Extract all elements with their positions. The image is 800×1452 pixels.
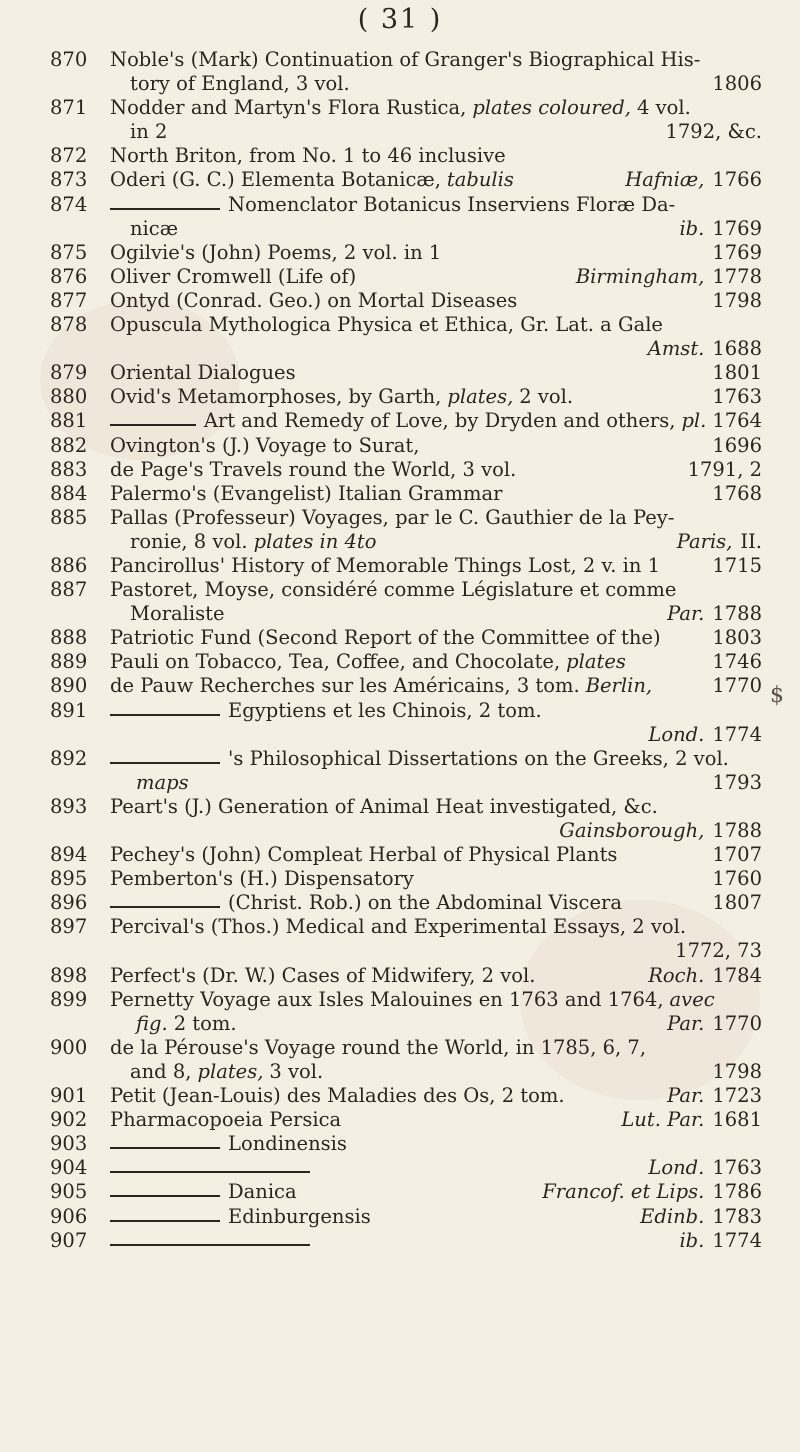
ditto-rule <box>110 1220 220 1222</box>
entry-number: 894 <box>50 843 88 867</box>
italic-text: Berlin, <box>585 674 653 698</box>
entry-line <box>110 1012 762 1036</box>
ditto-rule <box>110 1147 220 1149</box>
entry-line <box>110 891 762 915</box>
italic-text: pl. <box>681 409 707 433</box>
entry-title: in 2 <box>130 120 168 144</box>
entry-line <box>110 795 762 819</box>
entry-line <box>110 482 762 506</box>
entry-line <box>110 1084 762 1108</box>
italic-text: plates, <box>197 1059 264 1083</box>
entry-line <box>110 939 762 963</box>
entry-line <box>110 120 762 144</box>
entry-number: 881 <box>50 409 88 433</box>
imprint-place: Lond. <box>648 1156 705 1180</box>
entry-number: 875 <box>50 240 88 264</box>
imprint-date: 1786 <box>712 1180 762 1204</box>
imprint-date: 1791, 2 <box>687 457 762 481</box>
entry-number: 886 <box>50 553 88 577</box>
entry-title: 's Philosophical Dissertations on the Greeks, 2 vol. <box>228 746 729 770</box>
entry-number: 883 <box>50 457 88 481</box>
entry-title: Ogilvie's (John) Poems, 2 vol. in 1 <box>110 240 442 264</box>
entry-line <box>110 1205 762 1229</box>
entry-line <box>110 723 762 747</box>
catalog-entry <box>50 482 762 506</box>
entry-number: 905 <box>50 1180 88 1204</box>
entry-number: 899 <box>50 987 88 1011</box>
entry-line <box>110 193 762 217</box>
imprint-date: 1746 <box>712 650 762 674</box>
entry-line <box>110 554 762 578</box>
catalog-entry <box>50 1156 762 1180</box>
catalog-entry <box>50 265 762 289</box>
entry-title: Pharmacopoeia Persica <box>110 1108 342 1132</box>
catalog-entry <box>50 409 762 433</box>
italic-text: plates coloured, <box>472 96 631 120</box>
imprint-date: 1793 <box>712 770 762 794</box>
catalog-entry <box>50 193 762 241</box>
imprint-date: 1766 <box>712 168 762 192</box>
imprint-place: Edinb. <box>640 1204 705 1228</box>
imprint-place: Par. <box>667 1084 705 1108</box>
entry-number: 889 <box>50 650 88 674</box>
entry-number: 871 <box>50 96 88 120</box>
entry-number: 898 <box>50 963 88 987</box>
imprint-date: 1784 <box>712 963 762 987</box>
entry-number: 884 <box>50 481 88 505</box>
entry-title: Ontyd (Conrad. Geo.) on Mortal Diseases <box>110 288 518 312</box>
entry-title: Oderi (G. C.) Elementa Botanicæ, <box>110 168 441 192</box>
imprint-place: ib. <box>679 216 705 240</box>
entry-title: Petit (Jean-Louis) des Maladies des Os, 2 tom. <box>110 1084 565 1108</box>
catalog-entry <box>50 96 762 144</box>
entry-line <box>110 650 762 674</box>
entry-title: Noble's (Mark) Continuation of Granger's Biographical His- <box>110 48 701 71</box>
italic-text: tabulis <box>446 168 514 192</box>
catalog-entry <box>50 313 762 361</box>
catalog-entry <box>50 241 762 265</box>
imprint-date: 1788 <box>712 602 762 626</box>
entry-line <box>110 915 762 939</box>
catalog-entry <box>50 506 762 554</box>
entry-line <box>110 843 762 867</box>
ditto-rule <box>110 714 220 716</box>
imprint-date: 1772, 73 <box>675 939 762 963</box>
entry-line <box>110 674 762 698</box>
catalog-list <box>50 48 762 1253</box>
entry-number: 873 <box>50 168 88 192</box>
entry-title: 2 tom. <box>173 1011 237 1035</box>
imprint-date: 1783 <box>712 1204 762 1228</box>
entry-line <box>110 144 762 168</box>
entry-line <box>110 506 762 530</box>
imprint-date: 1807 <box>712 891 762 915</box>
imprint-date: 1788 <box>712 819 762 842</box>
entry-tail: 4 vol. <box>636 96 691 120</box>
entry-title: nicæ <box>130 216 179 240</box>
entry-number: 888 <box>50 626 88 650</box>
catalog-entry <box>50 361 762 385</box>
entry-number: 874 <box>50 192 88 216</box>
catalog-entry <box>50 458 762 482</box>
catalog-entry <box>50 867 762 891</box>
entry-title: Pauli on Tobacco, Tea, Coffee, and Chocolate, <box>110 650 561 674</box>
imprint-date: 1696 <box>712 433 762 457</box>
entry-number: 891 <box>50 698 88 722</box>
entry-line <box>110 747 762 771</box>
entry-line <box>110 1229 762 1253</box>
imprint-date: 1768 <box>712 481 762 505</box>
entry-title: ronie, 8 vol. <box>130 529 248 553</box>
entry-number: 903 <box>50 1132 88 1156</box>
entry-line <box>110 988 762 1012</box>
imprint-date: 1769 <box>712 216 762 240</box>
imprint-date: 1801 <box>712 361 762 385</box>
ditto-rule <box>110 762 220 764</box>
entry-line <box>110 313 762 337</box>
entry-line <box>110 1156 762 1180</box>
entry-line <box>110 867 762 891</box>
entry-line <box>110 602 762 626</box>
entry-line <box>110 361 762 385</box>
imprint-place: ib. <box>679 1228 705 1252</box>
ditto-rule <box>110 1244 310 1246</box>
entry-title: Opuscula Mythologica Physica et Ethica, Gr. Lat. a Gale <box>110 313 663 337</box>
entry-number: 896 <box>50 891 88 915</box>
entry-title: and 8, <box>130 1059 192 1083</box>
entry-line <box>110 265 762 289</box>
entry-number: 897 <box>50 915 88 939</box>
entry-line <box>110 699 762 723</box>
italic-text: plates, <box>447 385 514 409</box>
entry-title: de la Pérouse's Voyage round the World, in 1785, 6, 7, <box>110 1035 647 1059</box>
catalog-entry <box>50 1132 762 1156</box>
ditto-rule <box>110 1171 310 1173</box>
ditto-rule <box>110 1195 220 1197</box>
ditto-rule <box>110 208 220 210</box>
ditto-rule <box>110 424 196 426</box>
entry-title: Ovid's Metamorphoses, by Garth, <box>110 385 442 409</box>
catalog-entry <box>50 289 762 313</box>
entry-title: Art and Remedy of Love, by Dryden and others, <box>203 409 676 433</box>
entry-number: 870 <box>50 48 88 71</box>
entry-title: Egyptiens et les Chinois, 2 tom. <box>228 698 542 722</box>
entry-title: Ovington's (J.) Voyage to Surat, <box>110 433 420 457</box>
italic-text: plates <box>566 650 626 674</box>
imprint-place: Par. <box>667 602 705 626</box>
imprint-place: Birmingham, <box>575 264 705 288</box>
catalog-entry <box>50 674 762 698</box>
entry-title: de Page's Travels round the World, 3 vol. <box>110 457 517 481</box>
entry-number: 880 <box>50 385 88 409</box>
entry-line <box>110 819 762 843</box>
entry-title: Pechey's (John) Compleat Herbal of Physical Plants <box>110 843 618 867</box>
imprint-date: 1715 <box>712 553 762 577</box>
entry-tail: 2 vol. <box>519 385 574 409</box>
entry-title: Patriotic Fund (Second Report of the Committee of the) <box>110 626 661 650</box>
entry-title: Edinburgensis <box>228 1204 371 1228</box>
catalog-entry <box>50 650 762 674</box>
entry-number: 906 <box>50 1204 88 1228</box>
imprint-date: 1688 <box>712 337 762 361</box>
entry-line <box>110 168 762 192</box>
entry-number: 893 <box>50 794 88 818</box>
entry-line <box>110 217 762 241</box>
imprint-date: 1774 <box>712 722 762 746</box>
imprint-place: Hafniæ, <box>625 168 705 192</box>
imprint-place: Paris, <box>676 529 733 553</box>
imprint-date: 1763 <box>712 1156 762 1180</box>
imprint-date: 1778 <box>712 264 762 288</box>
catalog-entry <box>50 1229 762 1253</box>
catalog-entry <box>50 554 762 578</box>
italic-text: avec <box>669 987 715 1011</box>
imprint-date: 1707 <box>712 843 762 867</box>
entry-line <box>110 1060 762 1084</box>
entry-number: 907 <box>50 1228 88 1252</box>
entry-line <box>110 771 762 795</box>
entry-title: Palermo's (Evangelist) Italian Grammar <box>110 481 503 505</box>
entry-line <box>110 337 762 361</box>
catalog-entry <box>50 795 762 843</box>
entry-line <box>110 48 762 72</box>
imprint-date: 1763 <box>712 385 762 409</box>
imprint-date: 1764 <box>712 409 762 433</box>
entry-title: Londinensis <box>228 1132 347 1156</box>
imprint-place: Lut. Par. <box>621 1108 705 1132</box>
catalog-entry <box>50 168 762 192</box>
entry-title: Pastoret, Moyse, considéré comme Législature et comme <box>110 578 677 602</box>
imprint-place: Par. <box>667 1011 705 1035</box>
entry-line <box>110 530 762 554</box>
imprint-date: 1798 <box>712 1059 762 1083</box>
entry-number: 877 <box>50 288 88 312</box>
imprint-place: Gainsborough, <box>559 819 705 842</box>
entry-number: 876 <box>50 264 88 288</box>
entry-line <box>110 289 762 313</box>
entry-line <box>110 578 762 602</box>
imprint-date: 1770 <box>712 1011 762 1035</box>
entry-tail: 3 vol. <box>269 1059 324 1083</box>
entry-title: Danica <box>228 1180 297 1204</box>
entry-title: Nodder and Martyn's Flora Rustica, <box>110 96 467 120</box>
italic-text: fig. <box>136 1011 168 1035</box>
entry-number: 901 <box>50 1084 88 1108</box>
catalog-entry <box>50 891 762 915</box>
catalog-entry <box>50 434 762 458</box>
entry-line <box>110 409 762 433</box>
imprint-date: II. <box>740 529 762 553</box>
entry-title: (Christ. Rob.) on the Abdominal Viscera <box>228 891 622 915</box>
entry-line <box>110 458 762 482</box>
catalog-entry <box>50 1036 762 1084</box>
entry-title: Perfect's (Dr. W.) Cases of Midwifery, 2 vol. <box>110 963 536 987</box>
entry-number: 882 <box>50 433 88 457</box>
entry-title: Oriental Dialogues <box>110 361 296 385</box>
imprint-date: 1770 <box>712 674 762 698</box>
entry-number: 892 <box>50 746 88 770</box>
entry-number: 895 <box>50 867 88 891</box>
imprint-date: 1803 <box>712 626 762 650</box>
entry-line <box>110 626 762 650</box>
catalog-entry <box>50 1205 762 1229</box>
catalog-entry <box>50 1084 762 1108</box>
entry-line <box>110 96 762 120</box>
entry-number: 902 <box>50 1108 88 1132</box>
entry-title: Peart's (J.) Generation of Animal Heat investigated, &c. <box>110 794 658 818</box>
entry-number: 878 <box>50 313 88 337</box>
margin-mark: $ <box>770 683 784 708</box>
catalog-entry <box>50 699 762 747</box>
imprint-place: Francof. et Lips. <box>542 1180 705 1204</box>
entry-line <box>110 964 762 988</box>
catalog-entry <box>50 964 762 988</box>
imprint-date: 1774 <box>712 1228 762 1252</box>
entry-line <box>110 1108 762 1132</box>
entry-title: Oliver Cromwell (Life of) <box>110 264 357 288</box>
catalog-entry <box>50 48 762 96</box>
entry-number: 904 <box>50 1156 88 1180</box>
entry-number: 900 <box>50 1035 88 1059</box>
catalog-entry <box>50 578 762 626</box>
imprint-date: 1769 <box>712 240 762 264</box>
imprint-place: Amst. <box>647 337 705 361</box>
italic-text: maps <box>136 770 189 794</box>
catalog-entry <box>50 843 762 867</box>
entry-number: 885 <box>50 505 88 529</box>
entry-title: Pemberton's (H.) Dispensatory <box>110 867 414 891</box>
entry-title: North Briton, from No. 1 to 46 inclusive <box>110 144 506 168</box>
entry-line <box>110 1132 762 1156</box>
imprint-date: 1798 <box>712 288 762 312</box>
entry-title: Nomenclator Botanicus Inserviens Floræ Da- <box>228 192 676 216</box>
catalog-entry <box>50 626 762 650</box>
entry-line <box>110 1180 762 1204</box>
entry-number: 872 <box>50 144 88 168</box>
catalog-entry <box>50 144 762 168</box>
imprint-place: Roch. <box>648 963 705 987</box>
entry-number: 890 <box>50 674 88 698</box>
imprint-date: 1806 <box>712 72 762 96</box>
catalog-entry <box>50 915 762 963</box>
imprint-place: Lond. <box>648 722 705 746</box>
catalog-entry <box>50 988 762 1036</box>
entry-title: Pernetty Voyage aux Isles Malouines en 1763 and 1764, <box>110 987 664 1011</box>
catalog-entry <box>50 1108 762 1132</box>
entry-title: Percival's (Thos.) Medical and Experimental Essays, 2 vol. <box>110 915 687 939</box>
entry-title: Pallas (Professeur) Voyages, par le C. Gauthier de la Pey- <box>110 505 675 529</box>
entry-title: Moraliste <box>130 602 225 626</box>
imprint-date: 1723 <box>712 1084 762 1108</box>
entry-line <box>110 434 762 458</box>
entry-title: de Pauw Recherches sur les Américains, 3 tom. <box>110 674 580 698</box>
imprint-date: 1792, &c. <box>665 120 762 144</box>
entry-line <box>110 385 762 409</box>
entry-line <box>110 241 762 265</box>
entry-line <box>110 1036 762 1060</box>
italic-text: plates in 4to <box>253 529 377 553</box>
catalog-entry <box>50 747 762 795</box>
page-number: ( 31 ) <box>357 4 443 35</box>
imprint-date: 1760 <box>712 867 762 891</box>
entry-line <box>110 72 762 96</box>
entry-title: Pancirollus' History of Memorable Things Lost, 2 v. in 1 <box>110 553 660 577</box>
imprint-date: 1681 <box>712 1108 762 1132</box>
catalog-entry <box>50 385 762 409</box>
catalog-entry <box>50 1180 762 1204</box>
entry-title: tory of England, 3 vol. <box>130 72 350 96</box>
entry-number: 879 <box>50 361 88 385</box>
ditto-rule <box>110 906 220 908</box>
entry-number: 887 <box>50 578 88 602</box>
